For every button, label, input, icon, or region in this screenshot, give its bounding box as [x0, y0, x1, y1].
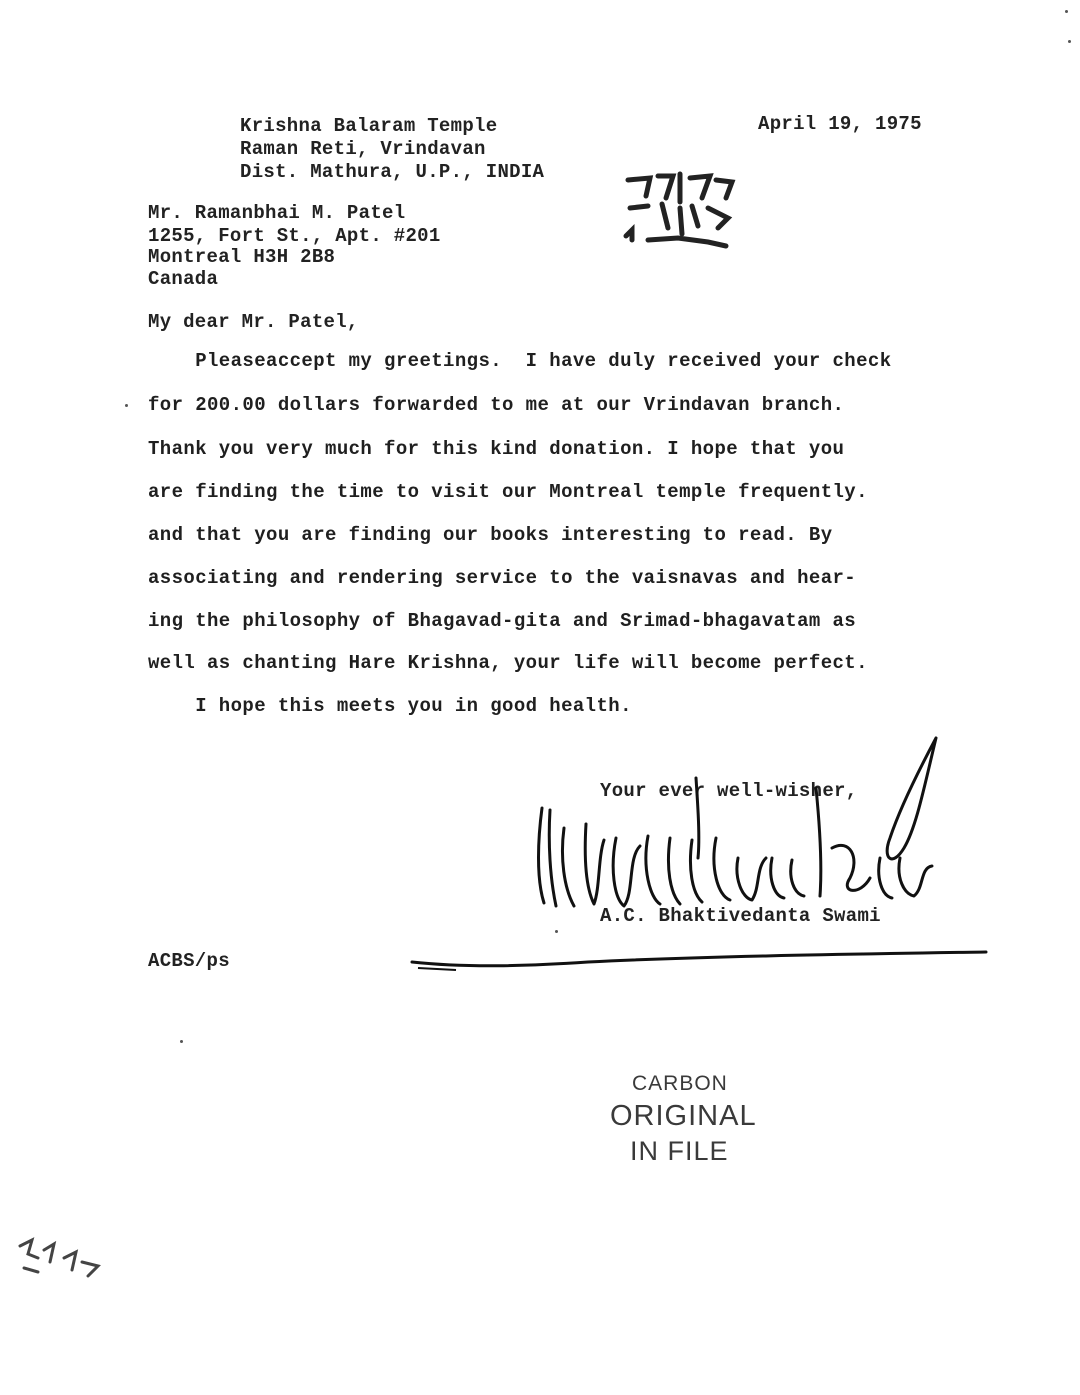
recipient-street: 1255, Fort St., Apt. #201 [148, 225, 441, 247]
recipient-city: Montreal H3H 2B8 [148, 246, 336, 268]
body-line-2: for 200.00 dollars forwarded to me at our Vrindavan branch. [148, 394, 845, 416]
stamp-line-3: IN FILE [630, 1136, 729, 1166]
body-line-3: Thank you very much for this kind donation. I hope that you [148, 438, 845, 460]
body-line-1: Pleaseaccept my greetings. I have duly received your check [148, 350, 892, 372]
corner-scribble [14, 1232, 104, 1292]
sender-line-3: Dist. Mathura, U.P., INDIA [240, 161, 545, 183]
stamp-line-2: ORIGINAL [610, 1100, 757, 1132]
sender-line-1: Krishna Balaram Temple [240, 115, 498, 137]
closing: Your ever well-wisher, [600, 780, 858, 802]
body-line-6: associating and rendering service to the vaisnavas and hear- [148, 567, 857, 589]
signature-underline [408, 946, 998, 976]
recipient-name: Mr. Ramanbhai M. Patel [148, 202, 406, 224]
body-line-7: ing the philosophy of Bhagavad-gita and Srimad-bhagavatam as [148, 610, 857, 632]
salutation: My dear Mr. Patel, [148, 311, 359, 333]
body-line-8: well as chanting Hare Krishna, your life will become perfect. [148, 652, 868, 674]
sender-line-2: Raman Reti, Vrindavan [240, 138, 486, 160]
scan-speck [125, 404, 128, 407]
body-line-5: and that you are finding our books interesting to read. By [148, 524, 833, 546]
scan-speck [180, 1040, 183, 1043]
scan-speck [1068, 40, 1071, 43]
body-line-4: are finding the time to visit our Montreal temple frequently. [148, 481, 868, 503]
recipient-country: Canada [148, 268, 219, 290]
scan-speck [1065, 10, 1068, 13]
letter-date: April 19, 1975 [758, 113, 922, 135]
body-line-9: I hope this meets you in good health. [148, 695, 632, 717]
signer-name: A.C. Bhaktivedanta Swami [600, 905, 881, 927]
typist-initials: ACBS/ps [148, 950, 230, 972]
file-number-scribble [618, 168, 738, 258]
scan-speck [555, 930, 558, 933]
stamp-line-1: CARBON [632, 1072, 728, 1095]
